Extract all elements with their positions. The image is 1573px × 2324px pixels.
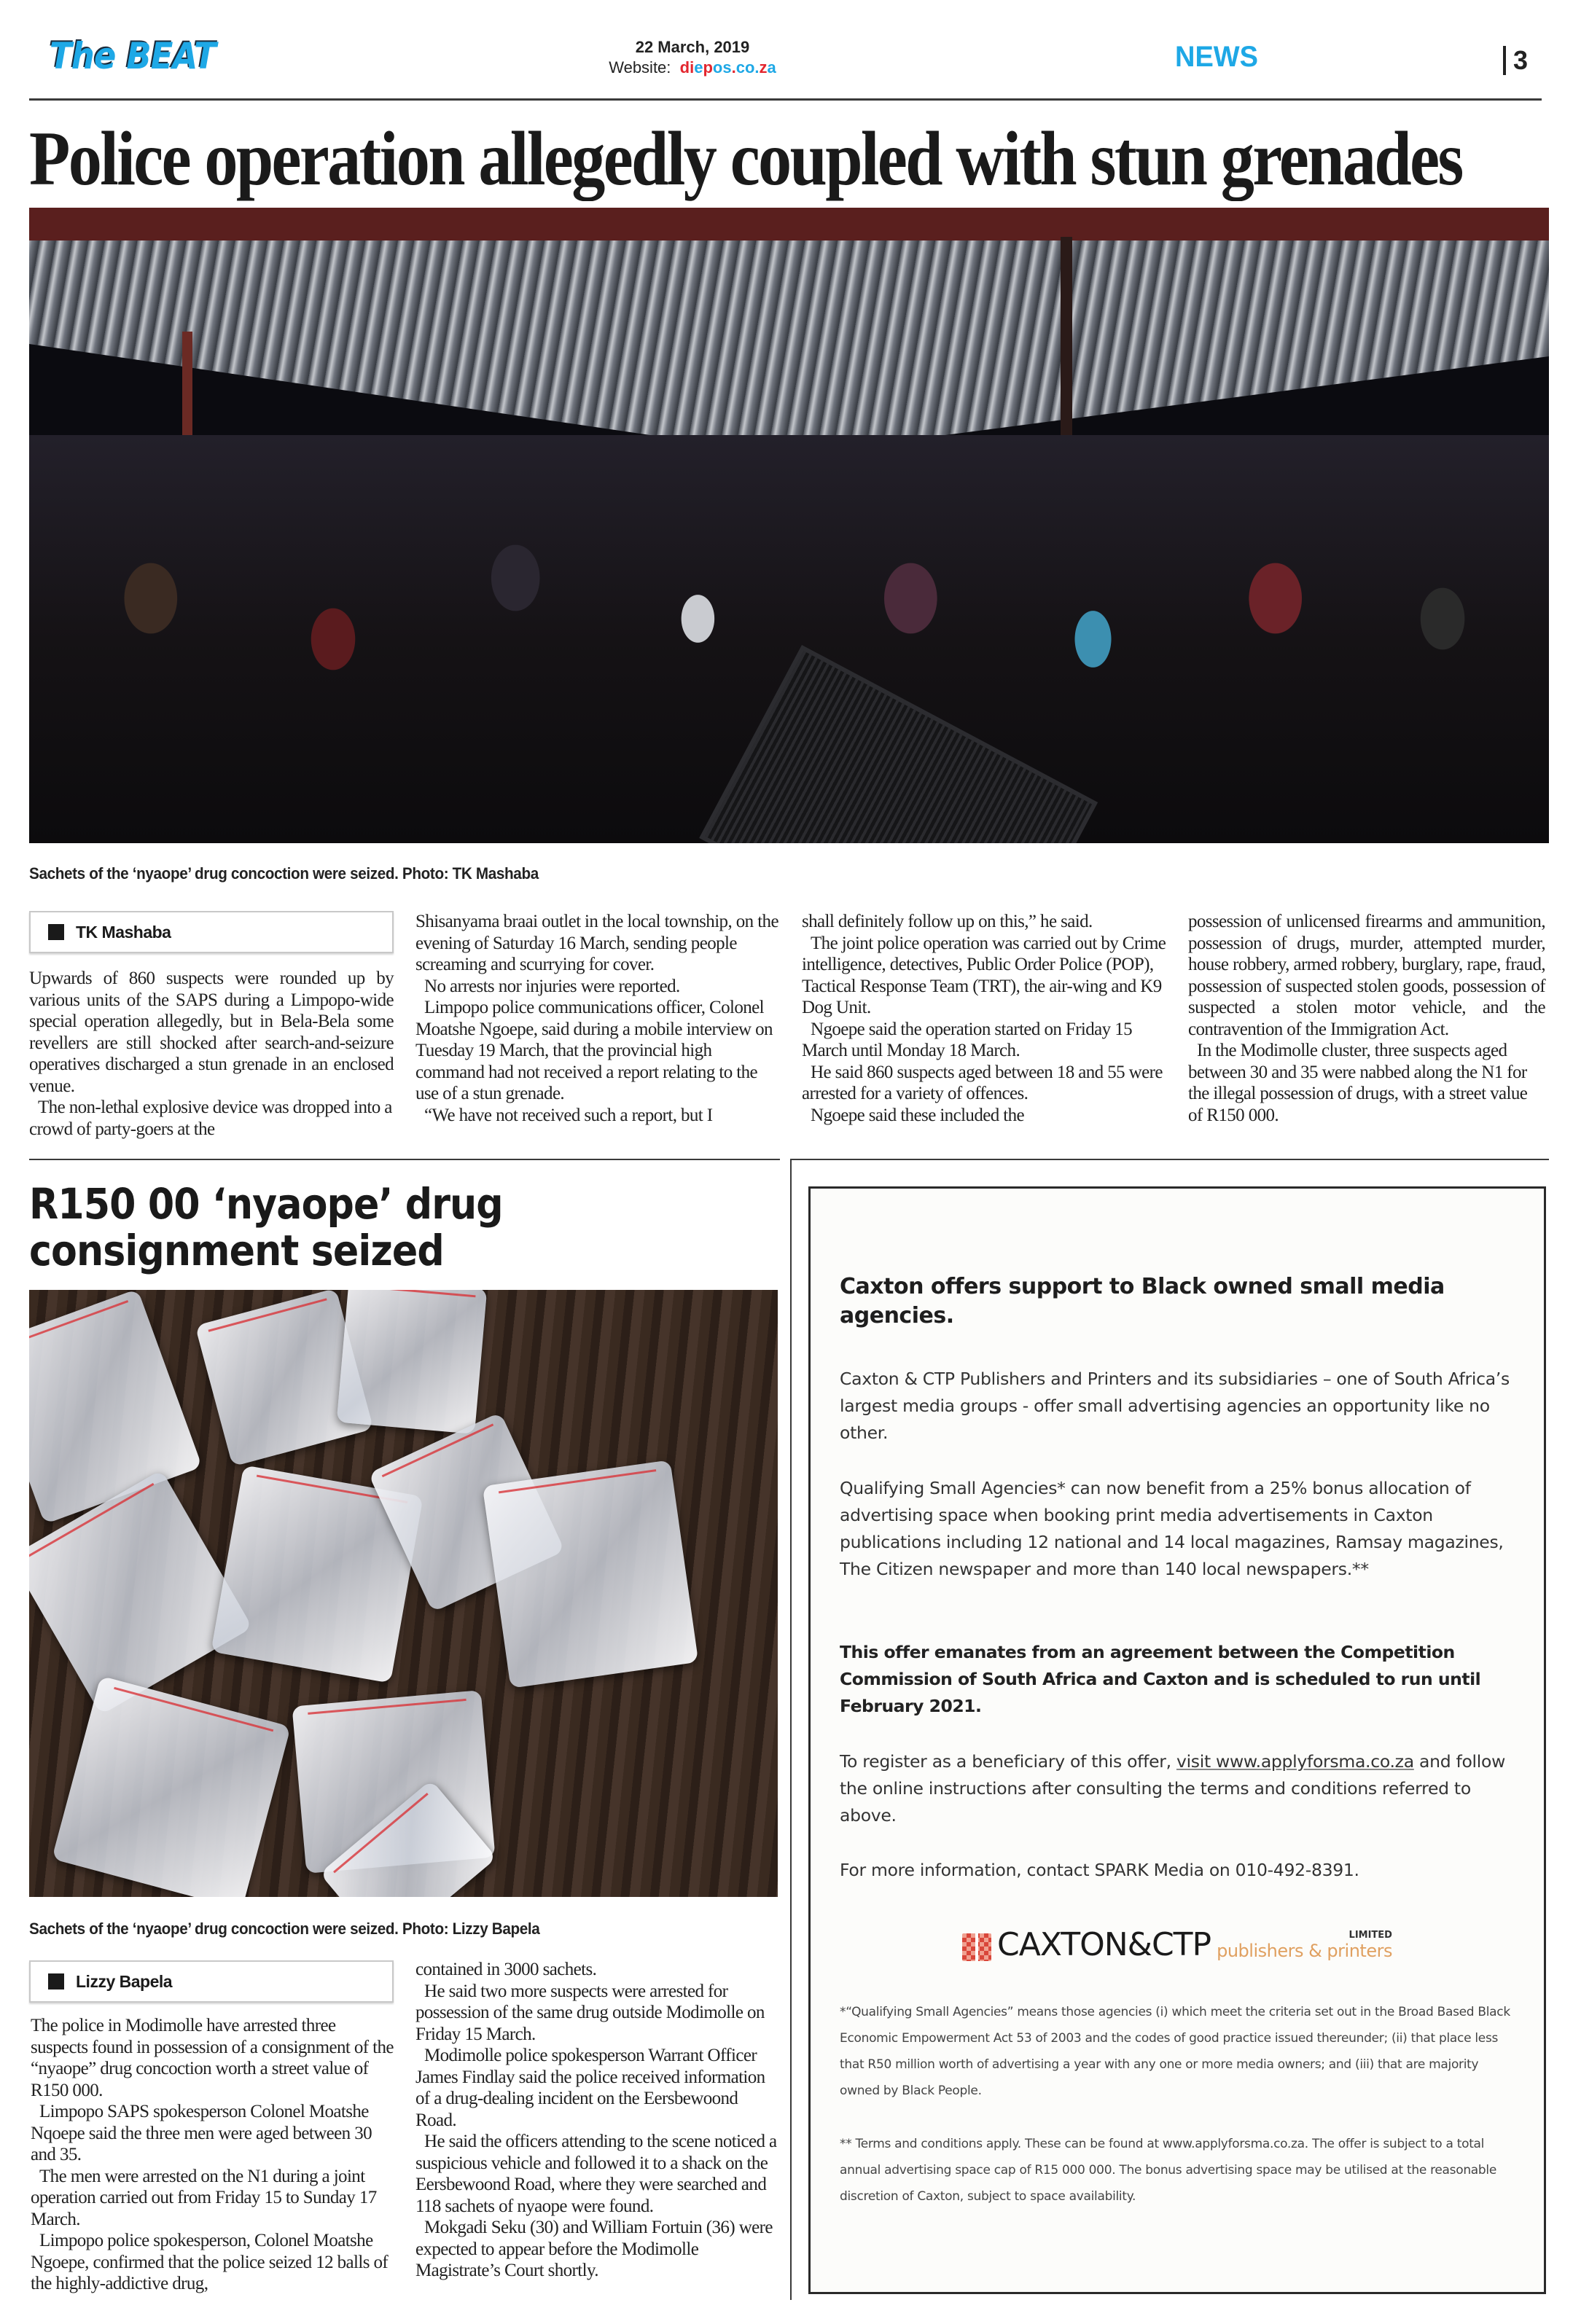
ad-frame-top-rule	[791, 1159, 1549, 1160]
story1-byline: TK Mashaba	[76, 922, 171, 942]
website-url-segment: a	[767, 58, 776, 77]
paragraph: The men were arrested on the N1 during a joint operation carried out from Friday 15 to Sunday 17 March.	[31, 2166, 377, 2229]
paragraph: Mokgadi Seku (30) and William Fortuin (36) were expected to appear before the Modimolle Magistrate’s Court shortly.	[415, 2218, 773, 2280]
ad-register-prefix: To register as a beneficiary of this offer,	[840, 1751, 1176, 1772]
caxton-logo	[840, 1926, 1515, 1963]
website-label: Website:	[609, 58, 671, 77]
photo-sachet	[52, 1675, 291, 1897]
story2-headline-line2: consignment seized	[29, 1226, 444, 1275]
page-number	[1503, 45, 1528, 76]
paragraph: Shisanyama braai outlet in the local township, on the evening of Saturday 16 March, sending people screaming and scurrying for cover.	[415, 912, 778, 974]
story1-column-2	[415, 911, 780, 1126]
story2-headline	[29, 1181, 503, 1274]
website-line	[554, 58, 831, 77]
ad-frame-left-rule	[790, 1159, 792, 2300]
ad-title: Caxton offers support to Black owned small media agencies.	[840, 1274, 1445, 1329]
story2-photo	[29, 1290, 778, 1897]
caxton-advertisement	[808, 1186, 1546, 2294]
paragraph: He said two more suspects were arrested for possession of the same drug outside Modimolle on Friday 15 March.	[415, 1981, 765, 2044]
paragraph: He said the officers attending to the scene noticed a suspicious vehicle and followed it to a shack on the Eersbewoond Road, where they were searched and 118 sachets of nyaope were found.	[415, 2132, 777, 2216]
website-url-segment: z	[759, 58, 768, 77]
paragraph: No arrests nor injuries were reported.	[424, 976, 680, 996]
photo-sachet	[483, 1460, 698, 1688]
story1-caption: Sachets of the ‘nyaope’ drug concoction were seized. Photo: TK Mashaba	[29, 864, 539, 883]
publication-logo: The BEAT	[50, 35, 216, 77]
website-url-segment: di	[679, 58, 695, 77]
website-url-segment: p	[703, 58, 713, 77]
ad-paragraph-register	[840, 1748, 1515, 1829]
ad-paragraph-offer: Qualifying Small Agencies* can now benefit from a 25% bonus allocation of advertising space when booking print media advertisements in Caxton publications including 12 national and 14 local magazines, Ramsay magazines, The Citizen newspaper and more than 140 local newspapers.**	[840, 1478, 1504, 1579]
paragraph: The non-lethal explosive device was dropped into a crowd of party-goers at the	[29, 1098, 392, 1139]
caxton-logo-name: CAXTON&CTP	[997, 1926, 1211, 1963]
paragraph: contained in 3000 sachets.	[415, 1960, 597, 1979]
story2-column-1	[31, 2015, 395, 2295]
ad-register-suffix: and follow the online instructions after consulting the terms and conditions referred to above.	[840, 1751, 1505, 1826]
byline-square-icon	[48, 924, 64, 940]
story2-column-2	[415, 1959, 780, 2282]
paragraph: The joint police operation was carried out by Crime intelligence, detectives, Public Order Police (POP), Tactical Response Team (TRT), the air-wing and K9 Dog Unit.	[802, 933, 1166, 1017]
page-number-divider	[1503, 46, 1506, 75]
story2-byline: Lizzy Bapela	[76, 1971, 173, 1991]
ad-footnote-qualifying: *“Qualifying Small Agencies” means those agencies (i) which meet the criteria set out in the Broad Based Black Economic Empowerment Act 53 of 2003 and the codes of good practice issued thereunder; (ii) that place less that R50 million worth of advertising a year with any one or more media owners; and (iii) that are majority owned by Black People.	[840, 2005, 1510, 2098]
paragraph: Limpopo police communications officer, Colonel Moatshe Ngoepe, said during a mobile interview on Tuesday 19 March, that the provincial high command had not received a report relating to the use of a stun grenade.	[415, 998, 773, 1103]
paragraph: Limpopo SAPS spokesperson Colonel Moatshe Nqoepe said the three men were aged between 30 and 35.	[31, 2102, 372, 2164]
caxton-logo-sub	[1217, 1930, 1392, 1961]
story1-byline-box	[29, 911, 394, 953]
caxton-logo-tagline: publishers & printers	[1217, 1941, 1392, 1961]
paragraph: In the Modimolle cluster, three suspects aged between 30 and 35 were nabbed along the N1 for the illegal possession of drugs, with a street value of R150 000.	[1188, 1041, 1528, 1125]
story1-headline: Police operation allegedly coupled with stun grenades	[29, 116, 1462, 201]
issue-date: 22 March, 2019	[635, 38, 750, 56]
story-divider	[29, 1159, 780, 1160]
ad-footnote-terms: ** Terms and conditions apply. These can be found at www.applyforsma.co.za. The offer is subject to a total annual advertising space cap of R15 000 000. The bonus advertising space may be utilised at the reasonable discretion of Caxton, subject to space availability.	[840, 2137, 1496, 2204]
photo-sachet	[337, 1290, 488, 1434]
paragraph: He said 860 suspects aged between 18 and 55 were arrested for a variety of offences.	[802, 1062, 1163, 1103]
header-rule	[29, 98, 1542, 101]
photo-roof	[29, 208, 1549, 455]
story2-caption: Sachets of the ‘nyaope’ drug concoction were seized. Photo: Lizzy Bapela	[29, 1920, 540, 1938]
paragraph: Ngoepe said the operation started on Friday 15 March until Monday 18 March.	[802, 1019, 1133, 1060]
story1-column-1	[29, 968, 394, 1140]
ad-paragraph-contact: For more information, contact SPARK Media on 010-492-8391.	[840, 1860, 1359, 1880]
story2-byline-box	[29, 1960, 394, 2003]
page-number-value: 3	[1513, 45, 1529, 75]
photo-sachet	[29, 1290, 203, 1524]
paragraph: Upwards of 860 suspects were rounded up by various units of the SAPS during a Limpopo-wide special operation allegedly, but in Bela-Bela some revellers are still shocked after search-and-seizure operatives discharged a stun grenade in an enclosed venue.	[29, 969, 394, 1096]
website-url-segment: co.	[735, 58, 760, 77]
website-url-segment: e	[694, 58, 703, 77]
paragraph: Modimolle police spokesperson Warrant Officer James Findlay said the police received information of a drug-dealing incident on the Eersbewoond Road.	[415, 2046, 765, 2130]
story1-column-3	[802, 911, 1166, 1126]
caxton-logo-icon	[962, 1933, 991, 1961]
paragraph: possession of unlicensed firearms and ammunition, possession of drugs, murder, attempted murder, house robbery, armed robbery, burglary, rape, fraud, possession of suspected stolen goods, possession of suspected a stolen motor vehicle, and the contravention of the Immigration Act.	[1188, 912, 1545, 1039]
paragraph: shall definitely follow up on this,” he said.	[802, 912, 1093, 931]
section-label: NEWS	[1175, 41, 1258, 73]
ad-paragraph-intro: Caxton & CTP Publishers and Printers and its subsidiaries – one of South Africa’s largest media groups - offer small advertising agencies an opportunity like no other.	[840, 1369, 1510, 1443]
applyforsma-link[interactable]: visit www.applyforsma.co.za	[1176, 1751, 1414, 1772]
story1-photo	[29, 208, 1549, 843]
website-url-segment: .	[731, 58, 736, 77]
ad-paragraph-agreement: This offer emanates from an agreement between the Competition Commission of South Africa and Caxton and is scheduled to run until February 2021.	[840, 1642, 1481, 1716]
website-url-segment: os	[712, 58, 732, 77]
paragraph: The police in Modimolle have arrested three suspects found in possession of a consignment of the “nyaope” drug concoction worth a street value of R150 000.	[31, 2016, 394, 2100]
story2-headline-line1: R150 00 ‘nyaope’ drug	[29, 1179, 503, 1229]
paragraph: Limpopo police spokesperson, Colonel Moatshe Ngoepe, confirmed that the police seized 12 balls of the highly-addictive drug,	[31, 2231, 389, 2293]
paragraph: “We have not received such a report, but I	[424, 1105, 713, 1125]
website-link[interactable]	[680, 58, 776, 77]
caxton-logo-limited: LIMITED	[1348, 1930, 1392, 1941]
story1-column-4	[1188, 911, 1545, 1126]
photo-beam	[29, 208, 1549, 240]
byline-square-icon	[48, 1973, 64, 1990]
paragraph: Ngoepe said these included the	[811, 1105, 1025, 1125]
